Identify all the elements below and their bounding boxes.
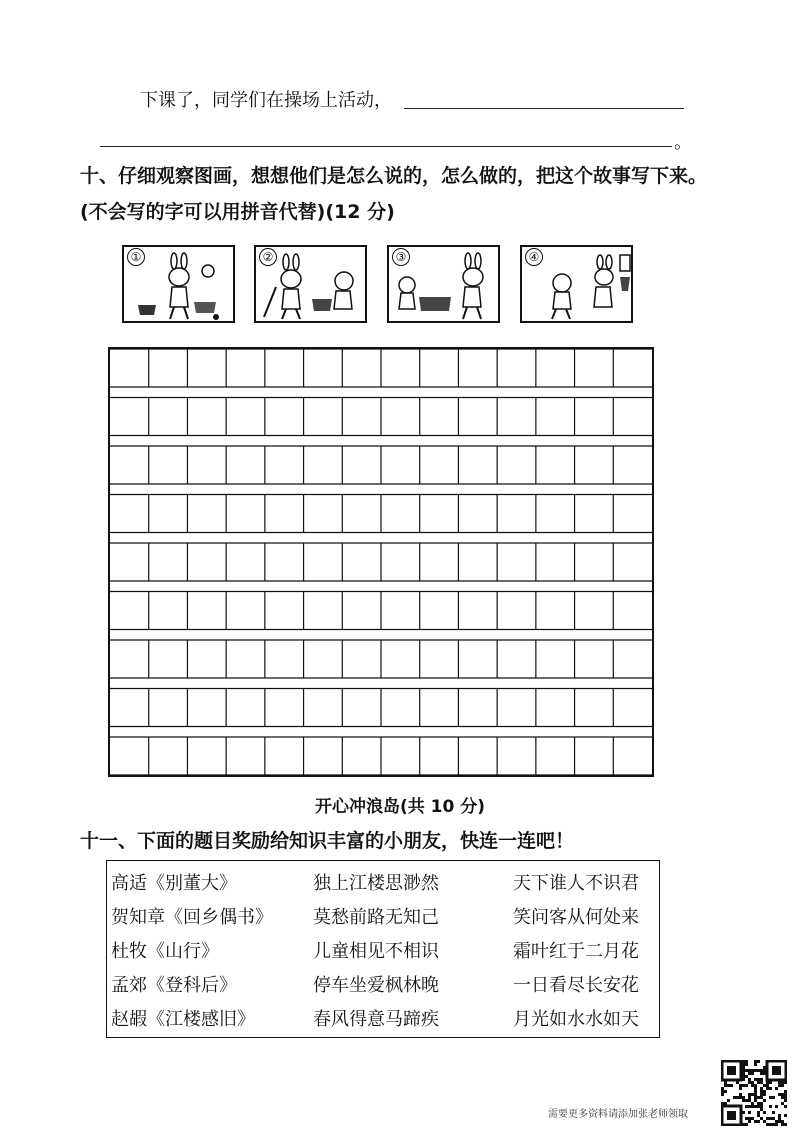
poem-line-b[interactable]: 霜叶红于二月花: [513, 941, 639, 962]
poem-line-a[interactable]: 儿童相见不相识: [313, 941, 439, 962]
writing-grid-lines: [110, 349, 652, 775]
answer-blank-2[interactable]: [100, 146, 672, 147]
poem-row: [107, 1005, 661, 1039]
panel-number-3: ③: [392, 248, 410, 266]
poem-author-title[interactable]: 高适《别董大》: [111, 873, 237, 894]
q10-prompt: 十、仔细观察图画，想想他们是怎么说的，怎么做的，把这个故事写下来。(不会写的字可以用拼音代替)(12 分): [80, 165, 708, 223]
poem-author-title[interactable]: 杜牧《山行》: [111, 941, 219, 962]
poem-author-title[interactable]: 孟郊《登科后》: [111, 975, 237, 996]
poem-author-title[interactable]: 贺知章《回乡偶书》: [111, 907, 273, 928]
poem-row: [107, 937, 661, 971]
poem-line-a[interactable]: 独上江楼思渺然: [313, 873, 439, 894]
answer-blank-1[interactable]: [404, 108, 684, 109]
poem-row: [107, 903, 661, 937]
q9-end-mark: 。: [674, 132, 692, 153]
poem-line-b[interactable]: 月光如水水如天: [513, 1009, 639, 1030]
panel-number-4: ④: [525, 248, 543, 266]
footer-note: 需要更多资料请添加张老师领取: [548, 1109, 688, 1120]
poem-line-b[interactable]: 天下谁人不识君: [513, 873, 639, 894]
panel-number-2: ②: [259, 248, 277, 266]
panel-number-1: ①: [127, 248, 145, 266]
q11-prompt: 十一、下面的题目奖励给知识丰富的小朋友，快连一连吧！: [80, 830, 575, 852]
story-panel-4: [520, 245, 633, 323]
poem-line-a[interactable]: 莫愁前路无知己: [313, 907, 439, 928]
story-panel-1: [122, 245, 235, 323]
section-title: 开心冲浪岛(共 10 分): [314, 797, 486, 817]
story-panel-3: [387, 245, 500, 323]
poem-line-a[interactable]: 停车坐爱枫林晚: [313, 975, 439, 996]
poem-row: [107, 971, 661, 1005]
poem-line-b[interactable]: 一日看尽长安花: [513, 975, 639, 996]
qr-code-icon: [721, 1060, 787, 1126]
q9-line: 下课了，同学们在操场上活动，: [140, 90, 392, 111]
poem-line-a[interactable]: 春风得意马蹄疾: [313, 1009, 439, 1030]
poem-line-b[interactable]: 笑问客从何处来: [513, 907, 639, 928]
poem-matching-box: [106, 860, 660, 1038]
story-panel-2: [254, 245, 367, 323]
poem-author-title[interactable]: 赵嘏《江楼感旧》: [111, 1009, 255, 1030]
poem-row: [107, 869, 661, 903]
writing-grid[interactable]: [108, 347, 654, 777]
